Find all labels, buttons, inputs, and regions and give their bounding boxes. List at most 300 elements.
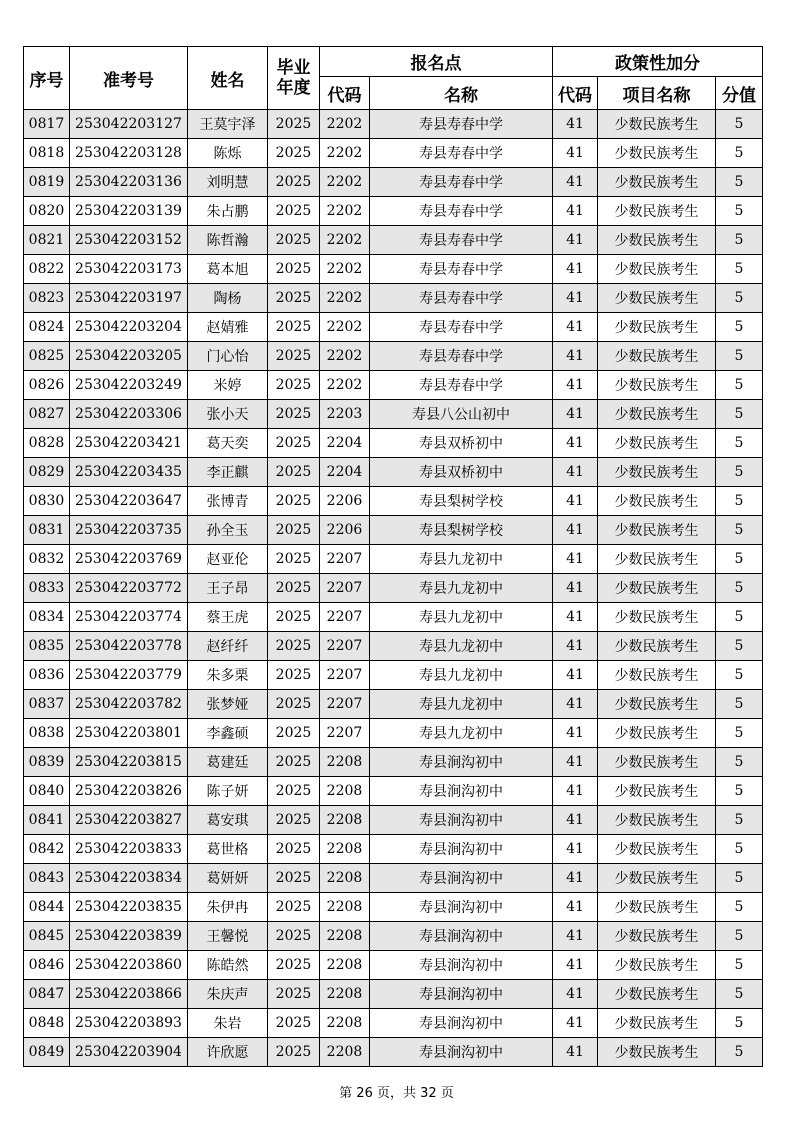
cell-policy-score: 5 — [716, 690, 763, 719]
cell-policy-score: 5 — [716, 835, 763, 864]
cell-reg-name: 寿县梨树学校 — [370, 487, 553, 516]
cell-policy-code: 41 — [553, 313, 598, 342]
cell-name: 陈烁 — [188, 139, 268, 168]
cell-seq: 0849 — [24, 1038, 70, 1067]
cell-policy-score: 5 — [716, 371, 763, 400]
cell-seq: 0842 — [24, 835, 70, 864]
cell-policy-score: 5 — [716, 545, 763, 574]
cell-policy-item: 少数民族考生 — [598, 197, 716, 226]
header-policy-code: 代码 — [553, 77, 598, 110]
header-reg-name: 名称 — [370, 77, 553, 110]
cell-grad-year: 2025 — [268, 980, 320, 1009]
cell-grad-year: 2025 — [268, 516, 320, 545]
cell-policy-score: 5 — [716, 110, 763, 139]
cell-seq: 0828 — [24, 429, 70, 458]
cell-policy-code: 41 — [553, 110, 598, 139]
cell-reg-code: 2208 — [320, 777, 370, 806]
table-row — [24, 458, 763, 487]
cell-grad-year: 2025 — [268, 139, 320, 168]
cell-grad-year: 2025 — [268, 197, 320, 226]
cell-policy-item: 少数民族考生 — [598, 110, 716, 139]
cell-seq: 0838 — [24, 719, 70, 748]
cell-seq: 0843 — [24, 864, 70, 893]
cell-reg-code: 2208 — [320, 864, 370, 893]
cell-exam-no: 253042203774 — [70, 603, 188, 632]
cell-name: 刘明慧 — [188, 168, 268, 197]
cell-reg-name: 寿县涧沟初中 — [370, 835, 553, 864]
cell-exam-no: 253042203128 — [70, 139, 188, 168]
cell-policy-score: 5 — [716, 893, 763, 922]
cell-policy-code: 41 — [553, 893, 598, 922]
cell-reg-name: 寿县涧沟初中 — [370, 893, 553, 922]
cell-grad-year: 2025 — [268, 110, 320, 139]
cell-policy-score: 5 — [716, 139, 763, 168]
cell-reg-code: 2206 — [320, 487, 370, 516]
cell-reg-name: 寿县涧沟初中 — [370, 748, 553, 777]
cell-reg-name: 寿县涧沟初中 — [370, 1038, 553, 1067]
cell-exam-no: 253042203173 — [70, 255, 188, 284]
cell-name: 赵亚伦 — [188, 545, 268, 574]
cell-policy-score: 5 — [716, 197, 763, 226]
cell-reg-name: 寿县涧沟初中 — [370, 806, 553, 835]
cell-policy-code: 41 — [553, 429, 598, 458]
cell-grad-year: 2025 — [268, 168, 320, 197]
header-seq: 序号 — [24, 47, 70, 110]
cell-exam-no: 253042203826 — [70, 777, 188, 806]
table-row — [24, 168, 763, 197]
cell-reg-code: 2207 — [320, 574, 370, 603]
cell-policy-code: 41 — [553, 574, 598, 603]
cell-policy-item: 少数民族考生 — [598, 690, 716, 719]
cell-reg-code: 2208 — [320, 922, 370, 951]
header-policy: 政策性加分 — [553, 47, 763, 77]
cell-reg-name: 寿县九龙初中 — [370, 545, 553, 574]
cell-grad-year: 2025 — [268, 429, 320, 458]
cell-seq: 0818 — [24, 139, 70, 168]
table-row — [24, 400, 763, 429]
cell-name: 陈皓然 — [188, 951, 268, 980]
cell-exam-no: 253042203421 — [70, 429, 188, 458]
page-footer — [0, 1082, 793, 1101]
cell-policy-code: 41 — [553, 748, 598, 777]
footer-page-number: 26 — [356, 1086, 373, 1101]
table-row — [24, 690, 763, 719]
cell-reg-code: 2207 — [320, 690, 370, 719]
cell-reg-name: 寿县寿春中学 — [370, 371, 553, 400]
cell-policy-item: 少数民族考生 — [598, 951, 716, 980]
cell-grad-year: 2025 — [268, 545, 320, 574]
cell-policy-code: 41 — [553, 545, 598, 574]
header-grad-year-text: 毕业年度 — [276, 58, 311, 98]
cell-reg-name: 寿县寿春中学 — [370, 342, 553, 371]
cell-grad-year: 2025 — [268, 255, 320, 284]
cell-reg-code: 2202 — [320, 313, 370, 342]
cell-seq: 0820 — [24, 197, 70, 226]
table-row — [24, 835, 763, 864]
cell-reg-code: 2208 — [320, 980, 370, 1009]
cell-seq: 0836 — [24, 661, 70, 690]
cell-exam-no: 253042203866 — [70, 980, 188, 1009]
cell-policy-code: 41 — [553, 806, 598, 835]
cell-policy-item: 少数民族考生 — [598, 226, 716, 255]
header-reg-point: 报名点 — [320, 47, 553, 77]
cell-exam-no: 253042203139 — [70, 197, 188, 226]
header-reg-code: 代码 — [320, 77, 370, 110]
cell-policy-score: 5 — [716, 1009, 763, 1038]
table-row — [24, 342, 763, 371]
cell-name: 张梦娅 — [188, 690, 268, 719]
cell-name: 李正麒 — [188, 458, 268, 487]
table-row — [24, 487, 763, 516]
cell-exam-no: 253042203435 — [70, 458, 188, 487]
cell-reg-name: 寿县双桥初中 — [370, 458, 553, 487]
cell-grad-year: 2025 — [268, 1009, 320, 1038]
cell-name: 朱庆声 — [188, 980, 268, 1009]
cell-reg-name: 寿县涧沟初中 — [370, 951, 553, 980]
cell-policy-score: 5 — [716, 777, 763, 806]
cell-seq: 0840 — [24, 777, 70, 806]
table-row — [24, 313, 763, 342]
cell-exam-no: 253042203801 — [70, 719, 188, 748]
header-name: 姓名 — [188, 47, 268, 110]
cell-name: 陶杨 — [188, 284, 268, 313]
cell-policy-code: 41 — [553, 922, 598, 951]
cell-name: 张小天 — [188, 400, 268, 429]
cell-grad-year: 2025 — [268, 835, 320, 864]
table-row — [24, 574, 763, 603]
cell-reg-name: 寿县八公山初中 — [370, 400, 553, 429]
cell-seq: 0835 — [24, 632, 70, 661]
cell-reg-name: 寿县九龙初中 — [370, 690, 553, 719]
cell-exam-no: 253042203249 — [70, 371, 188, 400]
cell-policy-score: 5 — [716, 806, 763, 835]
cell-seq: 0826 — [24, 371, 70, 400]
cell-reg-name: 寿县梨树学校 — [370, 516, 553, 545]
cell-policy-item: 少数民族考生 — [598, 1009, 716, 1038]
cell-grad-year: 2025 — [268, 748, 320, 777]
cell-name: 葛建廷 — [188, 748, 268, 777]
cell-policy-code: 41 — [553, 255, 598, 284]
cell-grad-year: 2025 — [268, 864, 320, 893]
cell-name: 陈哲瀚 — [188, 226, 268, 255]
table-row — [24, 371, 763, 400]
cell-exam-no: 253042203769 — [70, 545, 188, 574]
cell-name: 赵纤纤 — [188, 632, 268, 661]
cell-policy-item: 少数民族考生 — [598, 168, 716, 197]
cell-grad-year: 2025 — [268, 226, 320, 255]
cell-exam-no: 253042203306 — [70, 400, 188, 429]
cell-policy-code: 41 — [553, 1038, 598, 1067]
cell-policy-item: 少数民族考生 — [598, 574, 716, 603]
cell-policy-score: 5 — [716, 284, 763, 313]
cell-seq: 0846 — [24, 951, 70, 980]
cell-policy-code: 41 — [553, 487, 598, 516]
cell-policy-score: 5 — [716, 226, 763, 255]
cell-exam-no: 253042203860 — [70, 951, 188, 980]
cell-exam-no: 253042203835 — [70, 893, 188, 922]
cell-policy-item: 少数民族考生 — [598, 487, 716, 516]
cell-seq: 0827 — [24, 400, 70, 429]
cell-reg-code: 2202 — [320, 139, 370, 168]
cell-grad-year: 2025 — [268, 313, 320, 342]
cell-exam-no: 253042203205 — [70, 342, 188, 371]
cell-policy-code: 41 — [553, 139, 598, 168]
table-row — [24, 545, 763, 574]
cell-grad-year: 2025 — [268, 487, 320, 516]
cell-seq: 0823 — [24, 284, 70, 313]
cell-policy-score: 5 — [716, 168, 763, 197]
cell-exam-no: 253042203827 — [70, 806, 188, 835]
cell-grad-year: 2025 — [268, 922, 320, 951]
cell-policy-item: 少数民族考生 — [598, 748, 716, 777]
cell-policy-code: 41 — [553, 661, 598, 690]
cell-reg-code: 2202 — [320, 226, 370, 255]
cell-grad-year: 2025 — [268, 371, 320, 400]
cell-grad-year: 2025 — [268, 603, 320, 632]
cell-policy-score: 5 — [716, 980, 763, 1009]
cell-name: 李鑫硕 — [188, 719, 268, 748]
cell-seq: 0847 — [24, 980, 70, 1009]
table-row — [24, 516, 763, 545]
cell-seq: 0848 — [24, 1009, 70, 1038]
cell-reg-name: 寿县九龙初中 — [370, 661, 553, 690]
footer-suffix: 页 — [440, 1086, 454, 1101]
cell-reg-code: 2202 — [320, 197, 370, 226]
cell-policy-score: 5 — [716, 748, 763, 777]
table-row — [24, 951, 763, 980]
cell-exam-no: 253042203779 — [70, 661, 188, 690]
cell-exam-no: 253042203782 — [70, 690, 188, 719]
cell-name: 门心怡 — [188, 342, 268, 371]
cell-policy-score: 5 — [716, 603, 763, 632]
cell-grad-year: 2025 — [268, 690, 320, 719]
cell-seq: 0830 — [24, 487, 70, 516]
cell-policy-item: 少数民族考生 — [598, 545, 716, 574]
cell-policy-score: 5 — [716, 1038, 763, 1067]
cell-policy-code: 41 — [553, 864, 598, 893]
header-grad-year — [268, 47, 320, 110]
cell-policy-item: 少数民族考生 — [598, 922, 716, 951]
cell-grad-year: 2025 — [268, 719, 320, 748]
cell-reg-code: 2206 — [320, 516, 370, 545]
cell-seq: 0829 — [24, 458, 70, 487]
table-header — [24, 47, 763, 110]
cell-policy-score: 5 — [716, 313, 763, 342]
cell-policy-item: 少数民族考生 — [598, 1038, 716, 1067]
cell-exam-no: 253042203197 — [70, 284, 188, 313]
cell-policy-score: 5 — [716, 922, 763, 951]
cell-grad-year: 2025 — [268, 951, 320, 980]
cell-reg-name: 寿县涧沟初中 — [370, 777, 553, 806]
cell-grad-year: 2025 — [268, 458, 320, 487]
cell-name: 王馨悦 — [188, 922, 268, 951]
table-row — [24, 661, 763, 690]
cell-policy-code: 41 — [553, 197, 598, 226]
table-row — [24, 139, 763, 168]
cell-reg-name: 寿县九龙初中 — [370, 719, 553, 748]
cell-policy-score: 5 — [716, 661, 763, 690]
cell-policy-code: 41 — [553, 603, 598, 632]
table-row — [24, 429, 763, 458]
table-row — [24, 1009, 763, 1038]
cell-reg-code: 2208 — [320, 893, 370, 922]
footer-middle: 页，共 — [376, 1086, 416, 1101]
cell-exam-no: 253042203893 — [70, 1009, 188, 1038]
cell-policy-code: 41 — [553, 1009, 598, 1038]
table-row — [24, 226, 763, 255]
cell-name: 米婷 — [188, 371, 268, 400]
cell-policy-item: 少数民族考生 — [598, 893, 716, 922]
cell-exam-no: 253042203778 — [70, 632, 188, 661]
cell-policy-score: 5 — [716, 487, 763, 516]
cell-reg-name: 寿县涧沟初中 — [370, 922, 553, 951]
cell-policy-item: 少数民族考生 — [598, 980, 716, 1009]
cell-name: 朱多栗 — [188, 661, 268, 690]
cell-policy-code: 41 — [553, 458, 598, 487]
cell-policy-code: 41 — [553, 516, 598, 545]
cell-policy-code: 41 — [553, 951, 598, 980]
cell-policy-item: 少数民族考生 — [598, 139, 716, 168]
cell-name: 王莫宇泽 — [188, 110, 268, 139]
cell-name: 葛世格 — [188, 835, 268, 864]
cell-exam-no: 253042203833 — [70, 835, 188, 864]
cell-policy-item: 少数民族考生 — [598, 603, 716, 632]
cell-grad-year: 2025 — [268, 342, 320, 371]
cell-policy-item: 少数民族考生 — [598, 777, 716, 806]
cell-policy-item: 少数民族考生 — [598, 342, 716, 371]
cell-grad-year: 2025 — [268, 632, 320, 661]
table-row — [24, 719, 763, 748]
cell-policy-item: 少数民族考生 — [598, 400, 716, 429]
cell-grad-year: 2025 — [268, 777, 320, 806]
cell-exam-no: 253042203735 — [70, 516, 188, 545]
cell-reg-code: 2208 — [320, 835, 370, 864]
cell-policy-code: 41 — [553, 400, 598, 429]
cell-policy-score: 5 — [716, 574, 763, 603]
cell-name: 蔡王虎 — [188, 603, 268, 632]
cell-name: 许欣愿 — [188, 1038, 268, 1067]
cell-policy-score: 5 — [716, 951, 763, 980]
cell-policy-score: 5 — [716, 864, 763, 893]
cell-reg-code: 2208 — [320, 1038, 370, 1067]
cell-policy-code: 41 — [553, 980, 598, 1009]
cell-policy-item: 少数民族考生 — [598, 255, 716, 284]
table-row — [24, 980, 763, 1009]
table-body — [24, 110, 763, 1067]
cell-reg-code: 2202 — [320, 371, 370, 400]
cell-grad-year: 2025 — [268, 1038, 320, 1067]
cell-grad-year: 2025 — [268, 806, 320, 835]
cell-grad-year: 2025 — [268, 284, 320, 313]
cell-reg-code: 2207 — [320, 661, 370, 690]
cell-exam-no: 253042203127 — [70, 110, 188, 139]
cell-reg-code: 2202 — [320, 342, 370, 371]
cell-reg-code: 2208 — [320, 748, 370, 777]
cell-reg-name: 寿县寿春中学 — [370, 313, 553, 342]
table-row — [24, 777, 763, 806]
cell-name: 葛安琪 — [188, 806, 268, 835]
cell-name: 朱岩 — [188, 1009, 268, 1038]
cell-exam-no: 253042203204 — [70, 313, 188, 342]
table-row — [24, 110, 763, 139]
cell-policy-score: 5 — [716, 400, 763, 429]
cell-policy-score: 5 — [716, 429, 763, 458]
cell-reg-name: 寿县涧沟初中 — [370, 1009, 553, 1038]
cell-policy-score: 5 — [716, 632, 763, 661]
table-row — [24, 284, 763, 313]
cell-reg-name: 寿县九龙初中 — [370, 632, 553, 661]
cell-policy-item: 少数民族考生 — [598, 806, 716, 835]
cell-seq: 0822 — [24, 255, 70, 284]
cell-name: 赵婧雅 — [188, 313, 268, 342]
cell-reg-code: 2208 — [320, 1009, 370, 1038]
cell-reg-code: 2203 — [320, 400, 370, 429]
cell-policy-score: 5 — [716, 458, 763, 487]
cell-exam-no: 253042203647 — [70, 487, 188, 516]
cell-policy-code: 41 — [553, 690, 598, 719]
cell-policy-score: 5 — [716, 719, 763, 748]
cell-seq: 0832 — [24, 545, 70, 574]
table-row — [24, 748, 763, 777]
cell-name: 张博青 — [188, 487, 268, 516]
cell-exam-no: 253042203834 — [70, 864, 188, 893]
cell-policy-item: 少数民族考生 — [598, 864, 716, 893]
cell-policy-code: 41 — [553, 719, 598, 748]
cell-exam-no: 253042203815 — [70, 748, 188, 777]
cell-policy-code: 41 — [553, 371, 598, 400]
cell-seq: 0831 — [24, 516, 70, 545]
cell-policy-code: 41 — [553, 835, 598, 864]
cell-policy-item: 少数民族考生 — [598, 429, 716, 458]
cell-seq: 0833 — [24, 574, 70, 603]
cell-policy-code: 41 — [553, 226, 598, 255]
cell-name: 王子昂 — [188, 574, 268, 603]
cell-policy-score: 5 — [716, 255, 763, 284]
cell-reg-name: 寿县寿春中学 — [370, 139, 553, 168]
cell-grad-year: 2025 — [268, 574, 320, 603]
cell-reg-code: 2204 — [320, 429, 370, 458]
cell-seq: 0819 — [24, 168, 70, 197]
cell-reg-code: 2207 — [320, 545, 370, 574]
cell-seq: 0839 — [24, 748, 70, 777]
cell-policy-code: 41 — [553, 777, 598, 806]
cell-reg-code: 2207 — [320, 603, 370, 632]
cell-reg-code: 2202 — [320, 110, 370, 139]
cell-reg-name: 寿县双桥初中 — [370, 429, 553, 458]
cell-exam-no: 253042203152 — [70, 226, 188, 255]
cell-exam-no: 253042203772 — [70, 574, 188, 603]
cell-policy-score: 5 — [716, 342, 763, 371]
cell-reg-code: 2208 — [320, 951, 370, 980]
cell-seq: 0837 — [24, 690, 70, 719]
cell-name: 朱伊冉 — [188, 893, 268, 922]
table-row — [24, 864, 763, 893]
cell-reg-code: 2202 — [320, 255, 370, 284]
cell-reg-code: 2202 — [320, 168, 370, 197]
table-row — [24, 255, 763, 284]
cell-grad-year: 2025 — [268, 400, 320, 429]
footer-total-pages: 32 — [420, 1086, 437, 1101]
cell-seq: 0834 — [24, 603, 70, 632]
cell-name: 葛妍妍 — [188, 864, 268, 893]
cell-exam-no: 253042203904 — [70, 1038, 188, 1067]
cell-policy-item: 少数民族考生 — [598, 313, 716, 342]
cell-seq: 0841 — [24, 806, 70, 835]
cell-policy-item: 少数民族考生 — [598, 719, 716, 748]
header-policy-item: 项目名称 — [598, 77, 716, 110]
cell-reg-name: 寿县涧沟初中 — [370, 864, 553, 893]
cell-policy-item: 少数民族考生 — [598, 516, 716, 545]
